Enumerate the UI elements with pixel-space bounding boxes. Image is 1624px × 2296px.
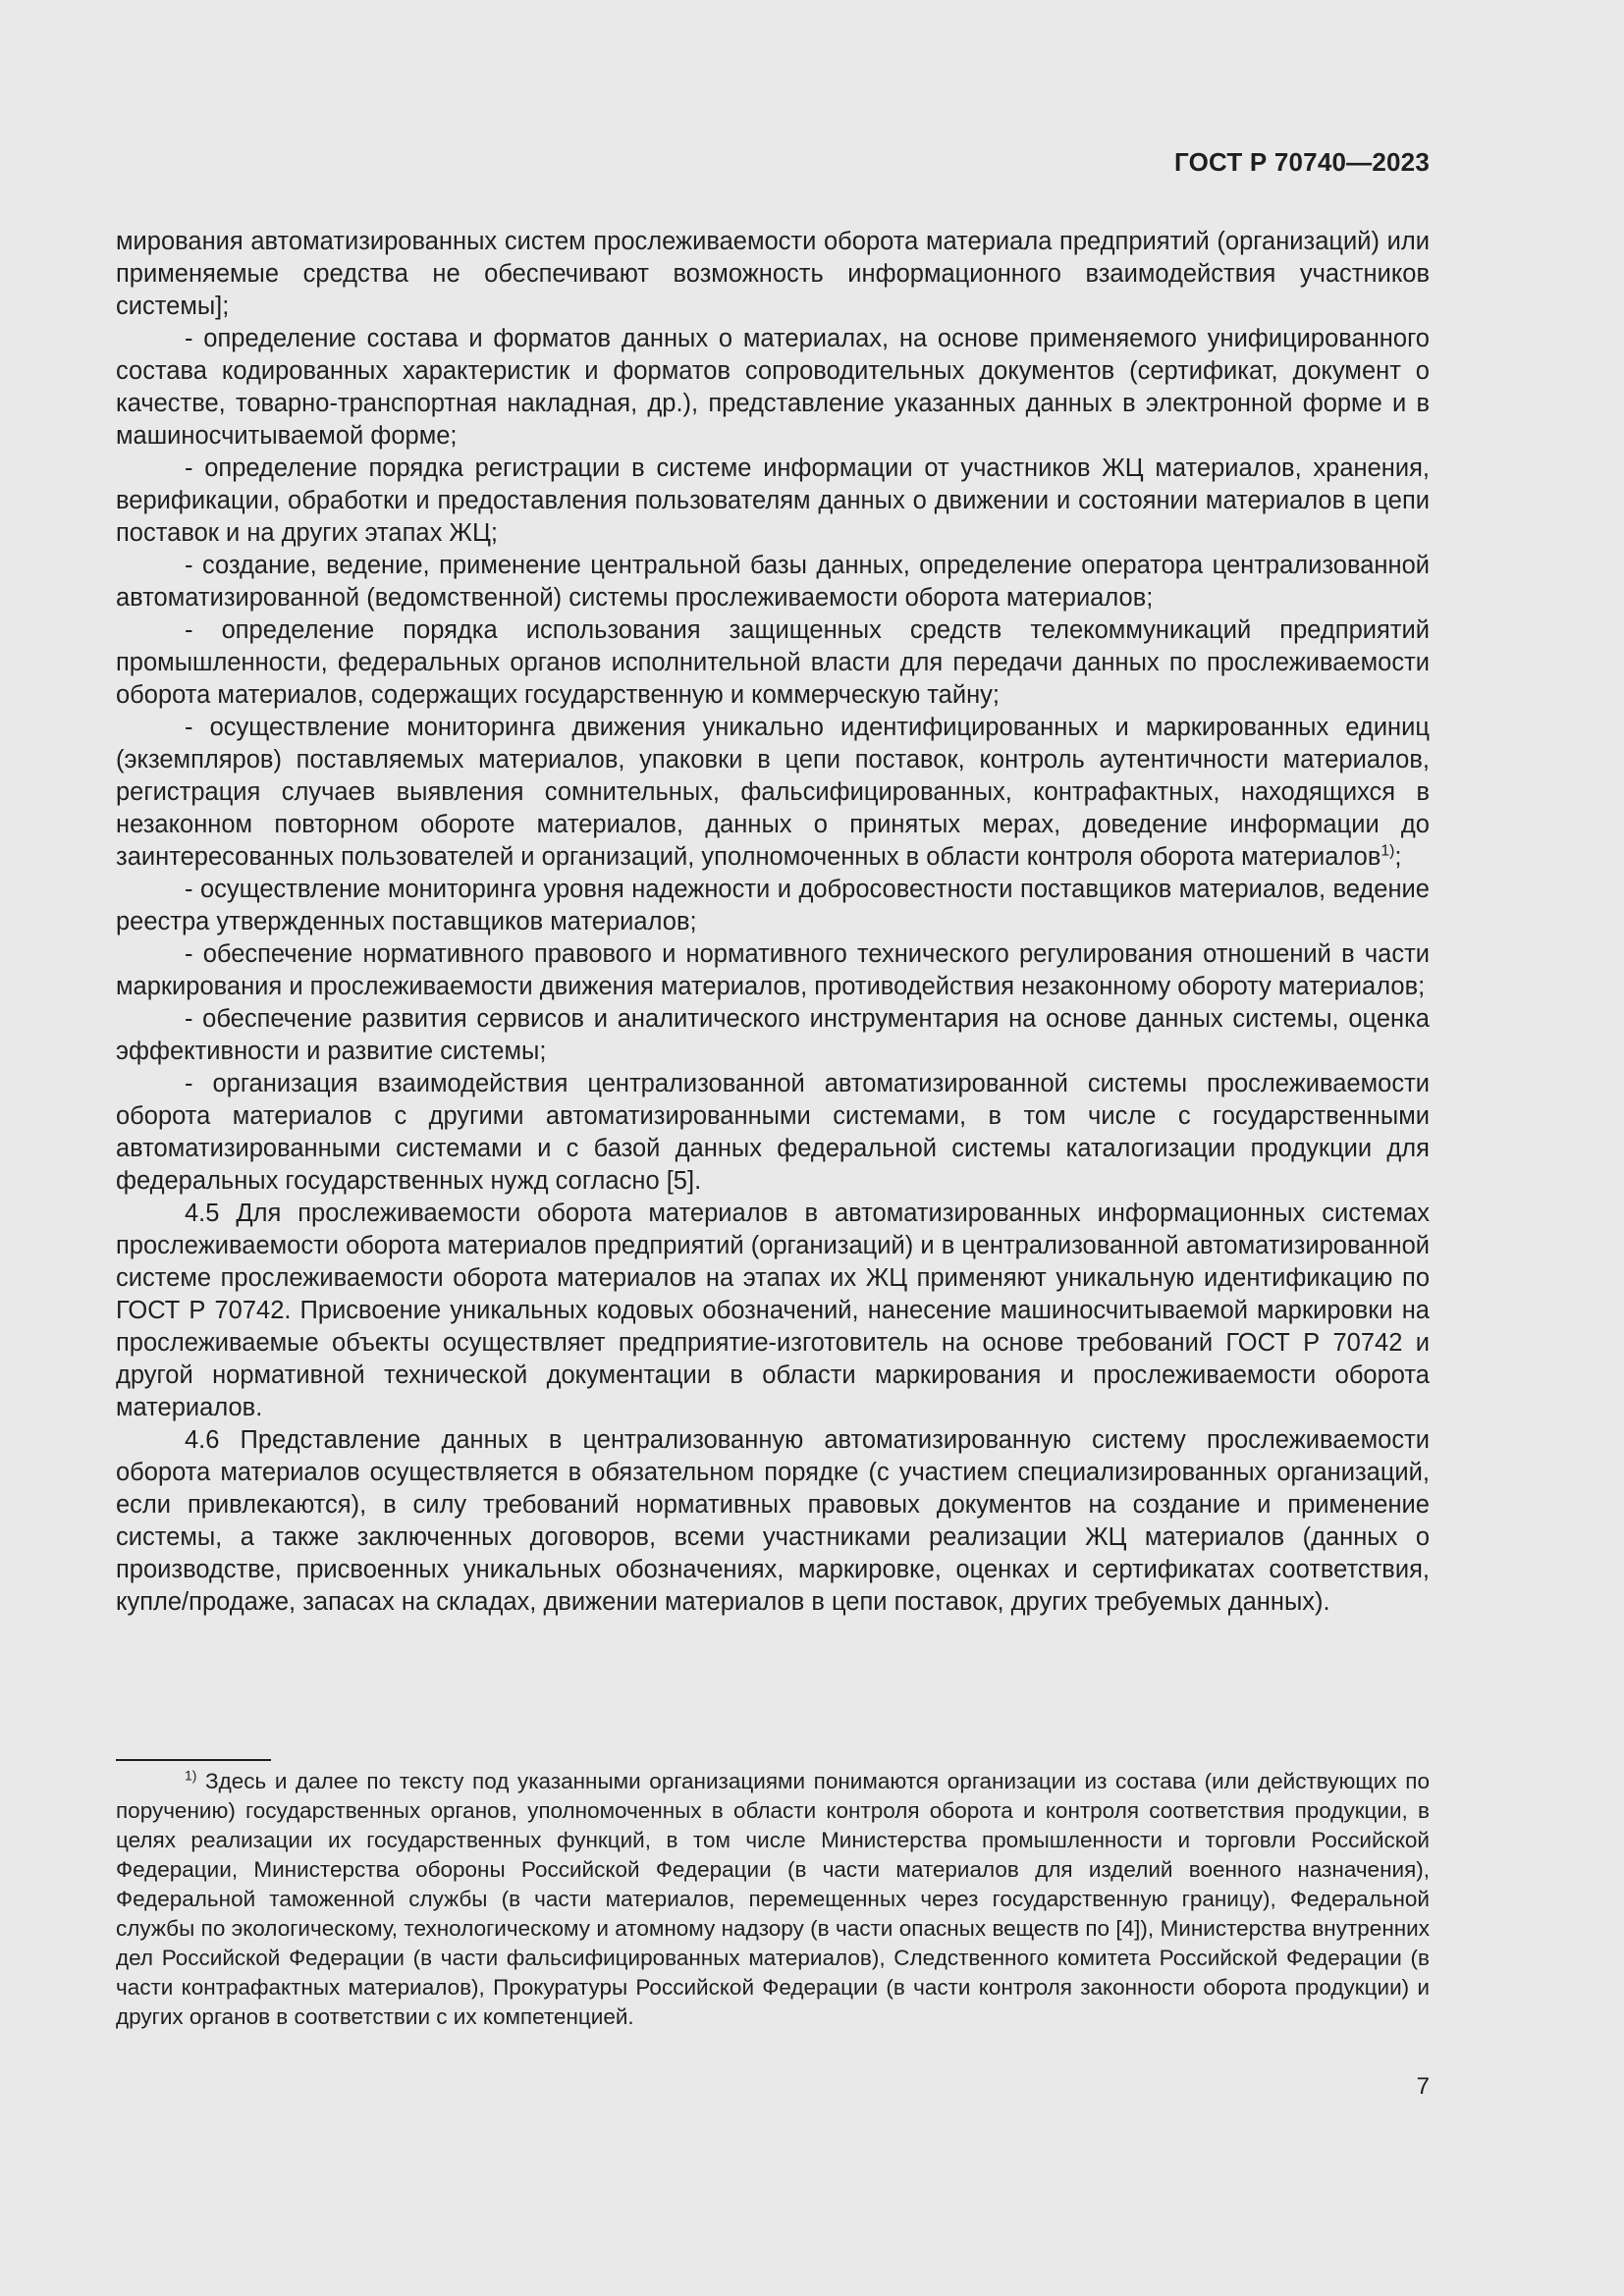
list-item-with-footnote	[116, 712, 1430, 874]
footnote-reference[interactable]: 1)	[1380, 842, 1395, 860]
list-item: - организация взаимодействия централизованной автоматизированной системы прослеживаемости оборота материалов с другими автоматизированными системами, в том числе с государственными автоматизированными системами и с базой данных федеральной системы каталогизации продукции для федеральных государственных нужд согласно [5].	[116, 1070, 1430, 1195]
list-item-tail: ;	[1394, 843, 1402, 871]
list-item: - обеспечение развития сервисов и аналитического инструментария на основе данных системы, оценка эффективности и развитие системы;	[116, 1005, 1430, 1065]
list-item: - определение порядка регистрации в системе информации от участников ЖЦ материалов, хранения, верификации, обработки и предоставления пользователям данных о движении и состоянии материалов в цепи поставок и на других этапах ЖЦ;	[116, 454, 1430, 547]
footnote-separator	[116, 1759, 271, 1761]
clause-4-6: 4.6 Представление данных в централизованную автоматизированную систему прослеживаемости оборота материалов осуществляется в обязательном порядке (с участием специализированных организаций, если привлекаются), в силу требований нормативных правовых документов на создание и применение системы, а также заключенных договоров, всеми участниками реализации ЖЦ материалов (данных о производстве, присвоенных уникальных обозначениях, маркировке, оценках и сертификатах соответствия, купле/продаже, запасах на складах, движении материалов в цепи поставок, других требуемых данных).	[116, 1426, 1430, 1616]
list-item: - определение порядка использования защищенных средств телекоммуникаций предприятий промышленности, федеральных органов исполнительной власти для передачи данных по прослеживаемости оборота материалов, содержащих государственную и коммерческую тайну;	[116, 616, 1430, 709]
footnote-mark: 1)	[185, 1767, 197, 1784]
continuation-paragraph: мирования автоматизированных систем прослеживаемости оборота материала предприятий (организаций) или применяемые средства не обеспечивают возможность информационного взаимодействия участников системы];	[116, 228, 1430, 320]
list-item: - осуществление мониторинга уровня надежности и добросовестности поставщиков материалов, ведение реестра утвержденных поставщиков материалов;	[116, 876, 1430, 935]
page-number: 7	[1416, 2073, 1430, 2100]
footnote-text: Здесь и далее по тексту под указанными организациями понимаются организации из состава (или действующих по поручению) государственных органов, уполномоченных в области контроля оборота и контроля соответствия продукции, в целях реализации их государственных функций, в том числе Министерства промышленности и торговли Российской Федерации, Министерства обороны Российской Федерации (в части материалов для изделий военного назначения), Федеральной таможенной службы (в части материалов, перемещенных через государственную границу), Федеральной службы по экологическому, технологическому и атомному надзору (в части опасных веществ по [4]), Министерства внутренних дел Российской Федерации (в части фальсифицированных материалов), Следственного комитета Российской Федерации (в части контрафактных материалов), Прокуратуры Российской Федерации (в части контроля законности оборота продукции) и других органов в соответствии с их компетенцией.	[116, 1769, 1430, 2029]
standard-header: ГОСТ Р 70740—2023	[1174, 147, 1430, 177]
list-item: - обеспечение нормативного правового и нормативного технического регулирования отношений в части маркирования и прослеживаемости движения материалов, противодействия незаконному обороту материалов;	[116, 940, 1430, 1000]
list-item-text: - осуществление мониторинга движения уникально идентифицированных и маркированных единиц (экземпляров) поставляемых материалов, упаковки в цепи поставок, контроль аутентичности материалов, регистрация случаев выявления сомнительных, фальсифицированных, контрафактных, находящихся в незаконном повторном обороте материалов, данных о принятых мерах, доведение информации до заинтересованных пользователей и организаций, уполномоченных в области контроля оборота материалов	[116, 714, 1430, 871]
main-text	[116, 226, 1430, 1619]
clause-4-5: 4.5 Для прослеживаемости оборота материалов в автоматизированных информационных системах прослеживаемости оборота материалов предприятий (организаций) и в централизованной автоматизированной системе прослеживаемости оборота материалов на этапах их ЖЦ применяют уникальную идентификацию по ГОСТ Р 70742. Присвоение уникальных кодовых обозначений, нанесение машиносчитываемой маркировки на прослеживаемые объекты осуществляет предприятие-изготовитель на основе требований ГОСТ Р 70742 и другой нормативной технической документации в области маркирования и прослеживаемости оборота материалов.	[116, 1200, 1430, 1421]
list-item: - создание, ведение, применение центральной базы данных, определение оператора централизованной автоматизированной (ведомственной) системы прослеживаемости оборота материалов;	[116, 552, 1430, 612]
footnote	[116, 1767, 1430, 2032]
list-item: - определение состава и форматов данных о материалах, на основе применяемого унифицированного состава кодированных характеристик и форматов сопроводительных документов (сертификат, документ о качестве, товарно-транспортная накладная, др.), представление указанных данных в электронной форме и в машиносчитываемой форме;	[116, 325, 1430, 450]
